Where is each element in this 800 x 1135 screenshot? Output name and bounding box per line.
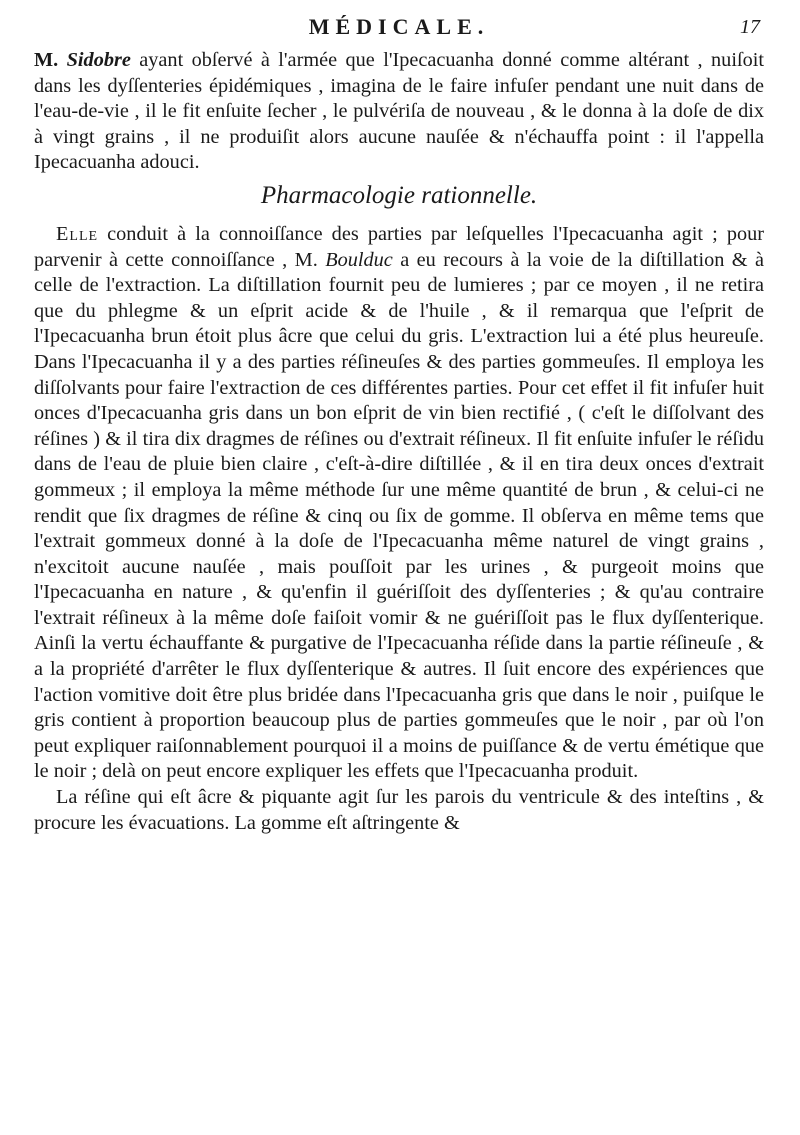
paragraph-sidobre xyxy=(34,48,764,176)
running-head xyxy=(34,14,764,48)
running-title: MÉDICALE. xyxy=(308,14,490,39)
page-number: 17 xyxy=(740,16,760,38)
section-heading: Pharmacologie rationnelle. xyxy=(260,181,538,209)
paragraph-text: ayant obſervé à l'armée que l'Ipecacuanha donné comme altérant , nuiſoit dans les dyſſenteries épidémiques , imagina de le faire infuſer pendant une nuit dans de l'eau-de-vie , il le fit enſuite ſecher , le pulvériſa de nouveau , & le donna à la doſe de dix à vingt grains , il ne produiſit alors aucune nauſée & n'échauffa point : il l'appella Ipecacuanha adouci. xyxy=(34,49,764,174)
author-name-sidobre: Sidobre xyxy=(66,49,131,71)
paragraph-lead: M. xyxy=(34,49,59,71)
paragraph-lead: Elle xyxy=(56,222,99,245)
paragraph-text-b: a eu recours à la voie de la diſtillation & à celle de l'extraction. La diſtillation fournit peu de lumieres ; par ce moyen , il ne retira que du phlegme & un eſprit acide & de l'huile , & il remarqua que l'eſprit de l'Ipecacuanha brun étoit plus âcre que celui du gris. L'extraction lui a été plus heureuſe. Dans l'Ipecacuanha il y a des parties réſineuſes & des parties gommeuſes. Il employa les diſſolvants pour faire l'extraction de ces différentes parties. Pour cet effet il fit infuſer huit onces d'Ipecacuanha gris dans un bon eſprit de vin bien rectifié , ( c'eſt le diſſolvant des réſines ) & il tira dix dragmes de réſines ou d'extrait réſineux. Il fit enſuite infuſer le réſidu dans de l'eau de pluie bien claire , c'eſt-à-dire diſtillée , & il en tira deux onces d'extrait gommeux ; il employa la même méthode ſur une même quantité de brun , & celui-ci ne rendit que ſix dragmes de réſine & cinq ou ſix de gomme. Il obſerva en même tems que l'extrait gommeux donné à la doſe de l'Ipecacuanha même naturel de vingt grains , n'excitoit aucune nauſée , mais pouſſoit par les urines , & purgeoit moins que l'Ipecacuanha en nature , & qu'enfin il guériſſoit des dyſſenteries ; & qu'au contraire l'extrait réſineux à la même doſe faiſoit vomir & ne guériſſoit pas le flux dyſſenterique. Ainſi la vertu échauffante & purgative de l'Ipecacuanha réſide dans la partie réſineuſe , & a la propriété d'arrêter le flux dyſſenterique & autres. Il ſuit encore des expériences que l'action vomitive doit être plus bridée dans l'Ipecacuanha gris que dans le noir , puiſque le gris contient à proportion beaucoup plus de parties gommeuſes que le noir , par où l'on peut expliquer raiſonnablement pourquoi il a moins de puiſſance & de vertu émétique que le noir ; delà on peut encore expliquer les effets que l'Ipecacuanha produit. xyxy=(34,248,764,783)
paragraph-text-a: conduit à la connoiſſance des parties par leſquelles l'Ipecacuanha agit ; pour parvenir à cette connoiſſance , M. xyxy=(34,222,764,271)
paragraph-pharmacologie xyxy=(34,222,764,785)
paragraph-resine: La réſine qui eſt âcre & piquante agit ſur les parois du ventricule & des inteſtins , & procure les évacuations. La gomme eſt aſtringente & xyxy=(34,786,764,834)
author-name-boulduc: Boulduc xyxy=(325,248,393,271)
